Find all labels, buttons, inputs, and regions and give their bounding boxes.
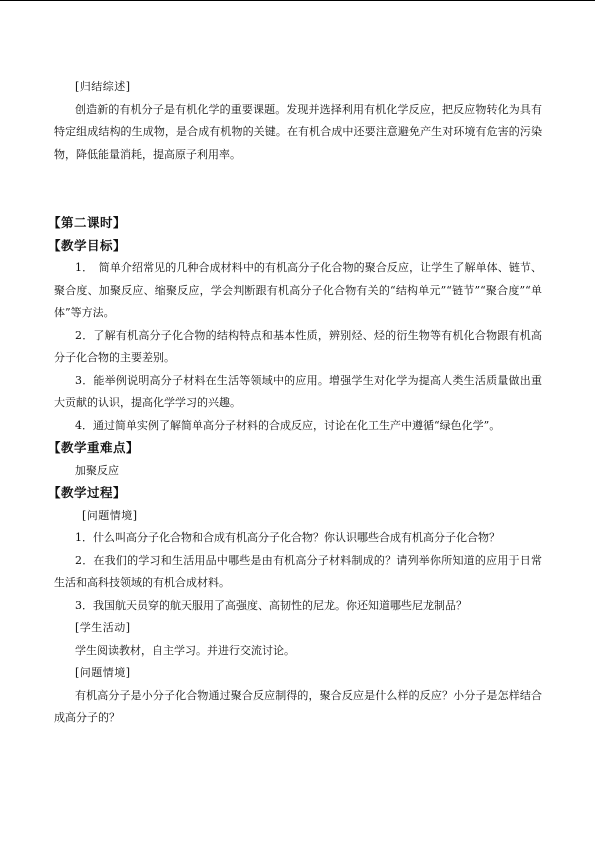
process-heading: 【教学过程】 xyxy=(48,485,127,500)
goal-item: 1． 简单介绍常见的几种合成材料中的有机高分子化合物的聚合反应，让学生了解单体、链节、聚合度、加聚反应、缩聚反应，学会判断跟有机高分子化合物有关的“结构单元”“链节”“聚合度”“单体”等方法。 xyxy=(54,261,542,319)
lesson-heading: 【第二课时】 xyxy=(48,215,127,230)
summary-paragraph: 创造新的有机分子是有机化学的重要课题。发现并选择利用有机化学反应，把反应物转化为具有特定组成结构的生成物，是合成有机物的关键。在有机合成中还要注意避免产生对环境有危害的污染物，降低能量消耗，提高原子利用率。 xyxy=(54,102,542,161)
key-points-text: 加聚反应 xyxy=(75,463,119,477)
document-body xyxy=(48,76,542,730)
question-item: 3．我国航天员穿的航天服用了高强度、高韧性的尼龙。你还知道哪些尼龙制品？ xyxy=(75,598,467,612)
key-points-heading: 【教学重难点】 xyxy=(48,440,140,455)
header-rule xyxy=(0,0,595,1)
goal-item: 4．通过简单实例了解简单高分子材料的合成反应，讨论在化工生产中遵循“绿色化学”。 xyxy=(75,418,501,432)
situation-paragraph: 有机高分子是小分子化合物通过聚合反应制得的，聚合反应是什么样的反应？小分子是怎样结合成高分子的？ xyxy=(54,688,542,724)
summary-label: [归结综述] xyxy=(75,80,131,93)
situation-label: [问题情境] xyxy=(75,666,131,679)
activity-text: 学生阅读教材，自主学习。并进行交流讨论。 xyxy=(75,643,295,657)
situation-label: [问题情境] xyxy=(82,508,138,522)
goals-heading: 【教学目标】 xyxy=(48,237,127,253)
question-item: 2．在我们的学习和生活用品中哪些是由有机高分子材料制成的？请列举你所知道的应用于日常生活和高科技领域的有机合成材料。 xyxy=(54,553,542,589)
goal-item: 3．能举例说明高分子材料在生活等领域中的应用。增强学生对化学为提高人类生活质量做出重大贡献的认识，提高化学学习的兴趣。 xyxy=(54,373,542,409)
activity-label: [学生活动] xyxy=(75,621,131,634)
goal-item: 2．了解有机高分子化合物的结构特点和基本性质，辨别烃、烃的衍生物等有机化合物跟有机高分子化合物的主要差别。 xyxy=(54,328,542,364)
question-item: 1．什么叫高分子化合物和合成有机高分子化合物？你认识哪些合成有机高分子化合物？ xyxy=(75,531,500,544)
